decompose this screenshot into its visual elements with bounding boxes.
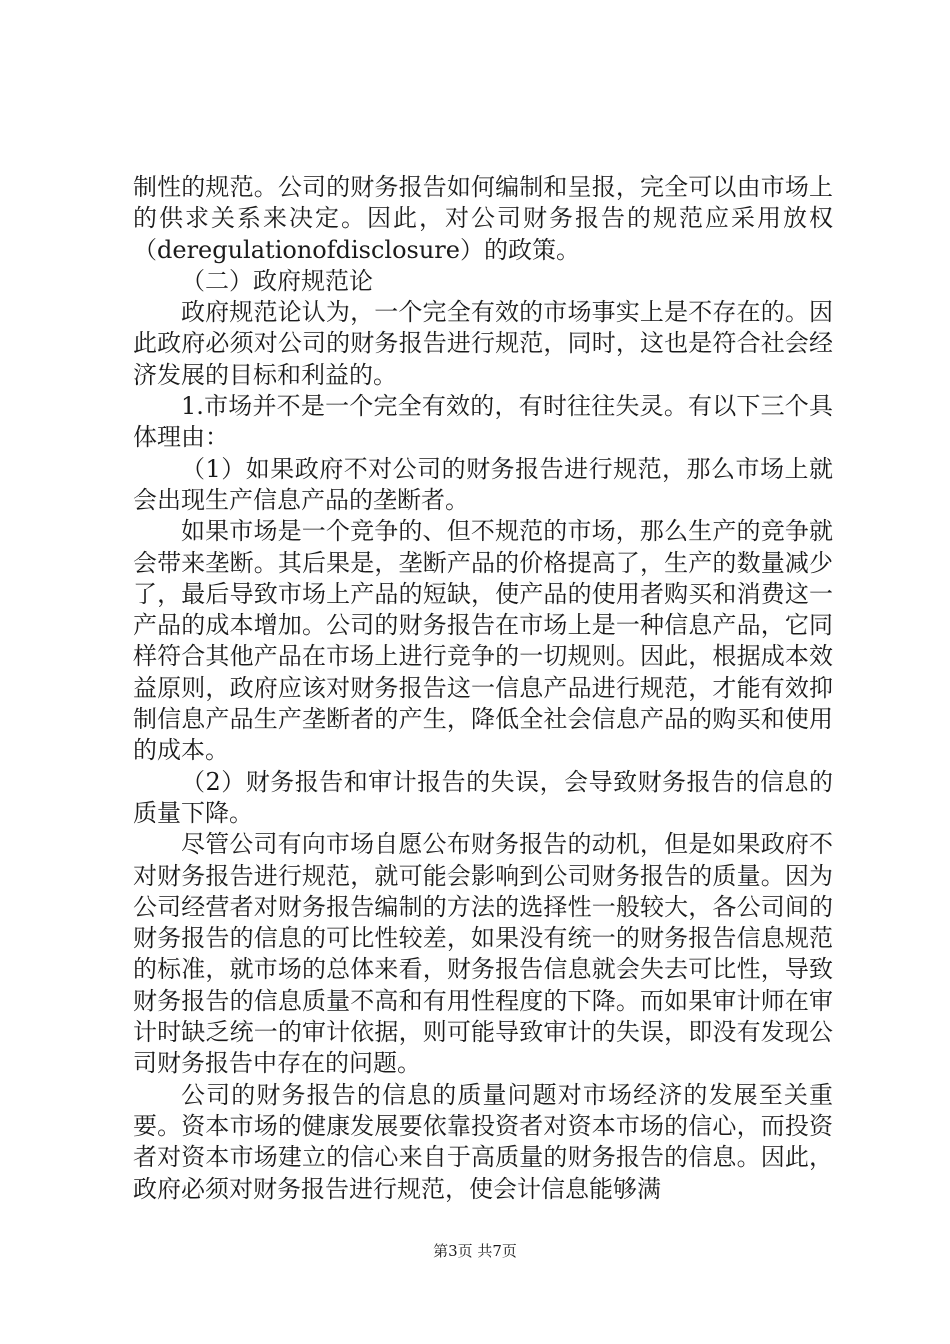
- paragraph: 制性的规范。公司的财务报告如何编制和呈报，完全可以由市场上的供求关系来决定。因此，对公司财务报告的规范应采用放权（deregulationofdisclosure）的政策。: [133, 173, 833, 264]
- paragraph: 如果市场是一个竞争的、但不规范的市场，那么生产的竞争就会带来垄断。其后果是，垄断产品的价格提高了，生产的数量减少了，最后导致市场上产品的短缺，使产品的使用者购买和消费这一产品的成本增加。公司的财务报告在市场上是一种信息产品，它同样符合其他产品在市场上进行竞争的一切规则。因此，根据成本效益原则，政府应该对财务报告这一信息产品进行规范，才能有效抑制信息产品生产垄断者的产生，降低全社会信息产品的购买和使用的成本。: [133, 517, 833, 765]
- paragraph: 1.市场并不是一个完全有效的，有时往往失灵。有以下三个具体理由：: [133, 392, 833, 452]
- paragraph: 政府规范论认为，一个完全有效的市场事实上是不存在的。因此政府必须对公司的财务报告进行规范，同时，这也是符合社会经济发展的目标和利益的。: [133, 298, 833, 389]
- paragraph: （2）财务报告和审计报告的失误，会导致财务报告的信息的质量下降。: [133, 767, 833, 827]
- paragraph: 尽管公司有向市场自愿公布财务报告的动机，但是如果政府不对财务报告进行规范，就可能会影响到公司财务报告的质量。因为公司经营者对财务报告编制的方法的选择性一般较大，各公司间的财务报告的信息的可比性较差，如果没有统一的财务报告信息规范的标准，就市场的总体来看，财务报告信息就会失去可比性，导致财务报告的信息质量不高和有用性程度的下降。而如果审计师在审计时缺乏统一的审计依据，则可能导致审计的失误，即没有发现公司财务报告中存在的问题。: [133, 830, 833, 1078]
- paragraph: （1）如果政府不对公司的财务报告进行规范，那么市场上就会出现生产信息产品的垄断者。: [133, 454, 833, 514]
- page-footer: 第3页 共7页: [433, 1242, 517, 1260]
- section-heading: （二）政府规范论: [181, 266, 373, 295]
- paragraph: 公司的财务报告的信息的质量问题对市场经济的发展至关重要。资本市场的健康发展要依靠投资者对资本市场的信心，而投资者对资本市场建立的信心来自于高质量的财务报告的信息。因此，政府必须对财务报告进行规范，使会计信息能够满: [133, 1080, 833, 1203]
- body-text: [133, 172, 833, 1205]
